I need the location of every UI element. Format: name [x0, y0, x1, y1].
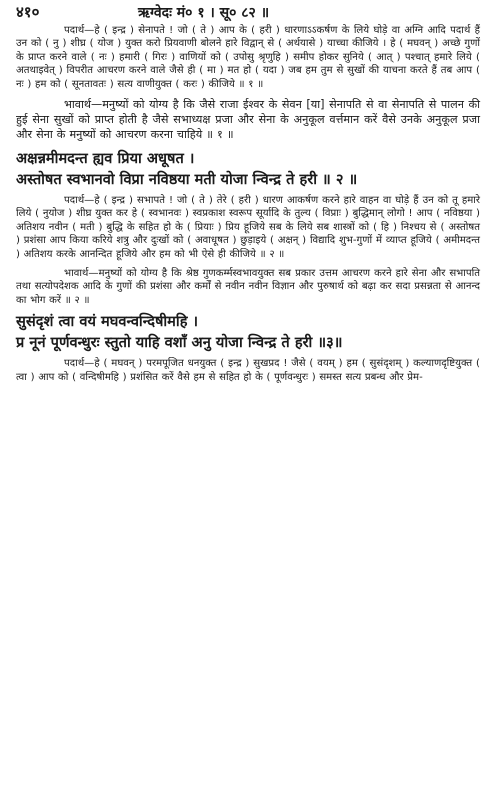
mantra-3-line-2: प्र नूनं पूर्णवन्धुरः स्तुतो याहि वशाँ अनु योजा न्विन्द्र ते हरी ॥३॥ [16, 334, 343, 352]
page-number: ४१० [16, 3, 40, 21]
padartha-paragraph-1: पदार्थ—हे ( इन्द्र ) सेनापते ! जो ( ते ) आप के ( हरी ) धारणाऽऽकर्षण के लिये घोड़े वा अग्नि आदि पदार्थ हैं उन को ( नु ) शीघ्र ( योज ) युक्त करो प्रियवाणी बोलने हारे विद्वान् से ( अर्थयासे ) याच्चा कीजिये । हे ( मघवन् ) अच्छे गुणों के प्राप्त करने वाले ( नः ) हमारी ( गिरः ) वाणियों को ( उपोसु श्रृणुहि ) समीप होकर सुनिये ( आत् ) पश्चात् हमारे लिये ( अतथाइवेत् ) विपरीत आचरण करने वाले जैसे ही ( मा ) मत हो ( यदा ) जब हम तुम से सुखों की याचना करते हैं तब आप ( नः ) हम को ( सूनतावतः ) सत्य वाणीयुक्त ( करः ) कीजिये ॥ १ ॥ [16, 25, 480, 90]
mantra-2 [16, 148, 480, 190]
padartha-paragraph-2: पदार्थ—हे ( इन्द्र ) सभापते ! जो ( ते ) तेरे ( हरी ) धारण आकर्षण करने हारे वाहन वा घोड़े हैं उन को तू हमारे लिये ( नुयोज ) शीघ्र युक्त कर हे ( स्वभानवः ) स्वप्रकाश स्वरूप सूर्यादि के तुल्य ( विप्राः ) बुद्धिमान् लोगो ! आप ( नविष्ठया ) अतिशय नवीन ( मती ) बुद्धि के सहित हो के ( प्रियाः ) प्रिय हूजिये सब के लिये सब शास्त्रों को ( हि ) निश्चय से ( अस्तोषत ) प्रशंसा आप किया करिये शत्रु और दुःखों को ( अवाधूषत ) छुड़ाइये ( अक्षन् ) विद्यादि शुभ-गुणों में व्याप्त हूजिये ( अमीमदन्त ) अतिशय करके आनन्दित हूजिये और हम को भी ऐसे ही कीजिये ॥ २ ॥ [16, 195, 480, 260]
mantra-3-line-1: सुसंदृशं त्वा वयं मघवन्वन्दिषीमहि । [16, 313, 199, 331]
running-title: ऋग्वेदः मं० १ । सू० ८२ ॥ [138, 5, 270, 21]
mantra-3 [16, 311, 480, 353]
bhavartha-paragraph-2: भावार्थ—मनुष्यों को योग्य है कि श्रेष्ठ गुणकर्म्मस्वभावयुक्त सब प्रकार उत्तम आचरण करने हारे सेना और सभापति तथा सत्योपदेशक आदि के गुणों की प्रशंसा और कर्मों से नवीन नवीन विज्ञान और पुरुषार्थ को बढ़ा कर सदा प्रसन्नता से आनन्द का भोग करें ॥ २ ॥ [16, 268, 480, 306]
mantra-2-line-1: अक्षन्नमीमदन्त ह्यव प्रिया अधूषत । [16, 150, 195, 168]
mantra-2-line-2: अस्तोषत स्वभानवो विप्रा नविष्ठया मती योजा न्विन्द्र ते हरी ॥ २ ॥ [16, 171, 358, 189]
page-header [16, 2, 480, 24]
bhavartha-paragraph-1: भावार्थ—मनुष्यों को योग्य है कि जैसे राजा ईश्वर के सेवन [या] सेनापति से वा सेनापति से पालन की हुई सेना सुखों को प्राप्त होती है जैसे सभाध्यक्ष प्रजा और सेना के अनुकूल वर्त्तमान करें वैसे उनके अनुकूल प्रजा और सेना के मनुष्यों को आचरण करना चाहिये ॥ १ ॥ [16, 98, 480, 142]
padartha-paragraph-3: पदार्थ—हे ( मघवन् ) परमपूजित धनयुक्त ( इन्द्र ) सुखप्रद ! जैसे ( वयम् ) हम ( सुसंदृशम् ) कल्याणदृष्टियुक्त ( त्वा ) आप को ( वन्दिषीमहि ) प्रशंसित करें वैसे हम से सहित हो के ( पूर्णवन्धुरः ) समस्त सत्य प्रबन्ध और प्रेम- [16, 358, 480, 383]
